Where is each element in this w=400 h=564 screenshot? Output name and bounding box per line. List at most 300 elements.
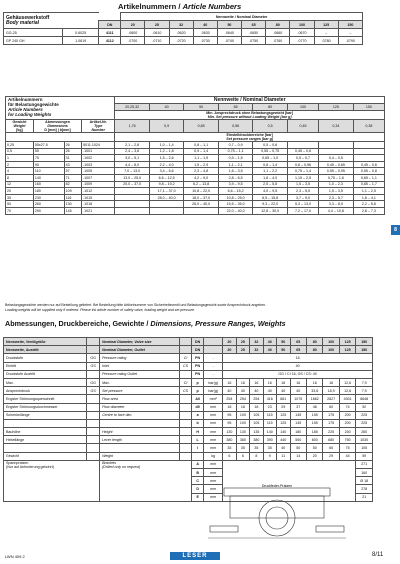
row-value: 44 — [339, 452, 355, 460]
loading-weights-table — [5, 96, 385, 215]
pressure-range: 0,5 – 0,6 — [253, 142, 288, 149]
row-value: 20 — [306, 452, 322, 460]
weight-spec: 43 — [64, 161, 82, 168]
table-row — [4, 436, 373, 444]
row-symbol: E — [192, 493, 204, 501]
weight-spec: 71 — [64, 174, 82, 181]
brackets-label-de: Spannpratzen (Nur auf Anforderung gebohrt) — [4, 460, 100, 501]
row-value: 8 — [250, 452, 263, 460]
weight-spec: 70 — [6, 207, 34, 214]
row-value: 50 — [290, 444, 306, 452]
weight-spec: .1015 — [82, 194, 115, 201]
weight-spec: 26 — [64, 148, 82, 155]
row-value: 550 — [290, 436, 306, 444]
pressure-range: 0,7 – 0,9 — [218, 142, 253, 149]
row-symbol: PN — [192, 370, 204, 378]
row-value: 155 — [306, 419, 322, 427]
dn-value: 20,25,32 — [115, 104, 150, 111]
row-value: 125 — [339, 346, 355, 354]
table-row — [4, 37, 363, 45]
table-row — [4, 370, 373, 378]
row-label-de: Nennweite, Austritt — [4, 346, 87, 354]
article-number: .0730 — [193, 37, 217, 45]
row-label-en-sub — [180, 419, 192, 427]
pressure-range: 1,0 – 2,3 — [319, 181, 354, 188]
row-label-de: Druckstufe — [4, 354, 87, 362]
table-row — [4, 419, 373, 427]
dn-value: 150 — [338, 21, 362, 29]
row-label-de: Bauhöhe — [4, 428, 87, 436]
pressure-range: 1,15 – 2,5 — [287, 174, 318, 181]
material-number: 0.6025 — [62, 29, 99, 37]
row-symbol: d0 — [192, 403, 204, 411]
row-label-de-sub: GS — [87, 362, 100, 370]
material-name: GG-25 — [4, 29, 63, 37]
row-symbol: L — [192, 436, 204, 444]
row-label-de-sub — [87, 452, 100, 460]
dn-value: 40 — [193, 21, 217, 29]
bracket-drawing-label: Druckfeder-Pratzen — [261, 484, 293, 488]
pressure-range: 4,2 – 9,0 — [184, 174, 219, 181]
pressure-range: 7,2 – 17,0 — [287, 207, 318, 214]
pressure-range — [149, 201, 184, 208]
row-value: 32 — [250, 338, 263, 346]
bracket-value: 160 — [356, 469, 373, 477]
dn-value: 20 — [121, 21, 145, 29]
page-number: 8/11 — [372, 552, 384, 558]
pressure-range — [319, 142, 354, 149]
row-value: 33,6 — [306, 387, 322, 395]
row-label-de-sub — [87, 338, 100, 346]
weight-spec: .1007 — [82, 174, 115, 181]
table-row — [4, 403, 373, 411]
row-label-en: Nominal Diameter, Valve size — [100, 338, 180, 346]
material-name: GP 240 GH — [4, 37, 63, 45]
row-label-en-sub: CI — [180, 378, 192, 386]
row-label-en — [100, 444, 180, 452]
pressure-range: 1,5 – 3,5 — [319, 188, 354, 195]
row-unit: - — [204, 370, 223, 378]
weight-spec: 5011.1024 — [82, 142, 115, 149]
row-value: 18 — [236, 403, 249, 411]
row-value: 254 — [223, 395, 236, 403]
weight-spec: 130 — [64, 201, 82, 208]
row-value: 6 — [236, 452, 249, 460]
row-symbol: b — [192, 419, 204, 427]
min-pressure-value: 0,9 — [149, 120, 184, 133]
brackets-label-en: Brackets (Drilled only on request) — [100, 460, 192, 501]
pressure-range: 18,0 – 37,0 — [184, 194, 219, 201]
row-value: 40 — [263, 338, 276, 346]
pressure-range — [115, 194, 150, 201]
row-value: 175 — [323, 411, 339, 419]
row-label-en-sub — [180, 346, 192, 354]
row-value: 140 — [263, 428, 276, 436]
dn-label: DN — [99, 21, 121, 29]
row-label-de-sub — [87, 428, 100, 436]
pressure-range: 4,0 – 9,5 — [253, 188, 288, 195]
row-value: 16 — [223, 378, 236, 386]
row-value: 16 — [290, 378, 306, 386]
article-numbers-table — [3, 12, 363, 45]
row-value: 20 — [223, 338, 236, 346]
row-value: 14 — [290, 452, 306, 460]
pressure-range: 4,4 – 10,8 — [319, 207, 354, 214]
row-label-en-sub — [180, 395, 192, 403]
pressure-range: 6,6 – 12,5 — [149, 174, 184, 181]
article-number: .0790 — [338, 37, 362, 45]
weight-spec: 35 — [6, 194, 34, 201]
row-value: 23 — [263, 403, 276, 411]
weight-spec: 110 — [33, 168, 64, 175]
bracket-drawing — [204, 484, 350, 542]
row-label-en-sub — [180, 428, 192, 436]
row-label-de-sub — [87, 395, 100, 403]
pressure-range: 0,8 – 1,4 — [253, 161, 288, 168]
dn-value: 40 — [149, 104, 184, 111]
pressure-range: 0,65 – 1,0 — [253, 155, 288, 162]
row-value: 105 — [250, 411, 263, 419]
row-value: 65 — [323, 444, 339, 452]
row-unit: mm — [204, 403, 223, 411]
row-value: 100 — [323, 346, 339, 354]
pressure-range: 1,8 – 4,0 — [253, 174, 288, 181]
row-unit — [204, 338, 223, 346]
row-value: 390 — [263, 436, 276, 444]
row-value: 25 — [236, 346, 249, 354]
table-row — [6, 168, 385, 175]
pressure-range: 0,6 – 0,96 — [287, 161, 318, 168]
row-label-en: Centre to face dim. — [100, 411, 180, 419]
pressure-range: 3,4 – 6,6 — [149, 168, 184, 175]
row-unit: kg — [204, 452, 223, 460]
row-value: 225 — [356, 419, 373, 427]
row-label-de — [4, 444, 87, 452]
weight-spec: 0,25 — [6, 142, 34, 149]
article-number: .0740 — [217, 37, 241, 45]
row-value: 2827 — [323, 395, 339, 403]
pressure-range: 10,8 – 22,0 — [184, 188, 219, 195]
row-value: 145 — [290, 411, 306, 419]
row-value: 150 — [356, 346, 373, 354]
row-value: 16 — [277, 378, 290, 386]
weight-spec: 1 — [6, 155, 34, 162]
row-value: 65 — [290, 346, 306, 354]
row-value: 1075 — [290, 395, 306, 403]
row-value: 225 — [323, 428, 339, 436]
row-value: 59 — [356, 452, 373, 460]
row-value: 80 — [306, 338, 322, 346]
weight-spec: .1012 — [82, 188, 115, 195]
row-value: 4301 — [339, 395, 355, 403]
dn-value: 25 — [145, 21, 169, 29]
row-value: 50 — [306, 444, 322, 452]
article-number: .0720 — [169, 37, 193, 45]
row-symbol: A — [192, 460, 204, 468]
row-unit: mm — [204, 469, 223, 477]
row-value: 40 — [223, 362, 373, 370]
row-value: 750 — [339, 436, 355, 444]
min-pressure-value: 0,65 — [184, 120, 219, 133]
row-value: 9 — [263, 452, 276, 460]
pressure-range: 1,5 – 2,6 — [149, 155, 184, 162]
pressure-range: 0,55 – 0,95 — [319, 168, 354, 175]
row-value: 40 — [290, 387, 306, 395]
pressure-range: 20,0 – 37,0 — [115, 181, 150, 188]
pressure-range — [115, 201, 150, 208]
weight-spec: 4 — [6, 168, 34, 175]
article-number: .0700 — [121, 37, 145, 45]
pressure-range — [319, 148, 354, 155]
weight-spec: 290 — [33, 207, 64, 214]
row-label-de-sub: GG — [87, 354, 100, 362]
weight-spec: 116 — [64, 194, 82, 201]
weight-spec: 2 — [6, 161, 34, 168]
table-row — [4, 452, 373, 460]
pressure-range: 2,8 – 6,5 — [218, 174, 253, 181]
table-row — [4, 411, 373, 419]
row-label-en: Pressure rating Outlet — [100, 370, 180, 378]
row-value: 200 — [339, 411, 355, 419]
table-row — [6, 174, 385, 181]
row-label-en-sub — [180, 444, 192, 452]
body-material-header: Gehäusewerkstoff Body material — [4, 13, 99, 29]
pressure-range: 1,2 – 1,8 — [149, 148, 184, 155]
row-value: 7,9 — [356, 387, 373, 395]
pressure-range: 7,0 – 13,0 — [115, 168, 150, 175]
row-value: 50 — [277, 346, 290, 354]
row-label-en-sub: CI — [180, 354, 192, 362]
weight-spec: .1002 — [82, 155, 115, 162]
row-value: 6648 — [356, 395, 373, 403]
document-code: LWN 409.2 — [5, 554, 25, 559]
row-value: 65 — [290, 338, 306, 346]
pressure-range: 0,4 – 0,5 — [319, 155, 354, 162]
row-value: 115 — [263, 419, 276, 427]
weight-spec: .1005 — [82, 168, 115, 175]
table-row — [6, 181, 385, 188]
pressure-range — [287, 142, 318, 149]
row-label-de: Hebellänge — [4, 436, 87, 444]
pressure-range: 6,6 – 15,2 — [218, 188, 253, 195]
weight-spec: .1009 — [82, 181, 115, 188]
row-symbol: a — [192, 411, 204, 419]
row-label-en-sub: CS — [180, 387, 192, 395]
table-row — [4, 428, 373, 436]
row-value: 40 — [263, 346, 276, 354]
row-value: 254 — [236, 395, 249, 403]
pressure-range: 0,55 – 0,8 — [353, 168, 384, 175]
pressure-range: 2,2 – 4,0 — [149, 161, 184, 168]
row-value: 50 — [277, 338, 290, 346]
page-title: Artikelnummern / Article Numbers — [118, 2, 242, 11]
row-label-en-sub — [180, 370, 192, 378]
row-symbol: l — [192, 444, 204, 452]
article-number: .0600 — [121, 29, 145, 37]
ordering-note: Belastungsgewichte werden nur auf Bestellung geliefert. Bei Bestellung bitte Artikelnummer von Sicherheitsventil und Belastungsgewicht sowie Ansprechdruck angeben. Loading weights will be supplied only if ordered. Please list article number of safety valve, loading weight and set pressure. — [5, 303, 267, 312]
row-unit: mm — [204, 419, 223, 427]
pressure-range: 0,85 – 1,7 — [353, 181, 384, 188]
table-row — [6, 201, 385, 208]
row-value: 37 — [290, 403, 306, 411]
row-value: 380 — [223, 436, 236, 444]
row-value: 240 — [339, 428, 355, 436]
weight-spec: 140 — [33, 174, 64, 181]
pressure-range: 1,5 – 2,9 — [184, 161, 219, 168]
weight-spec: 260 — [33, 201, 64, 208]
row-value: 254 — [250, 395, 263, 403]
row-unit: mm — [204, 493, 223, 501]
row-value: 130 — [223, 428, 236, 436]
article-number: .0630 — [193, 29, 217, 37]
table-row — [4, 395, 373, 403]
dn-value: 65 — [218, 104, 253, 111]
row-label-de-sub — [87, 419, 100, 427]
table-row — [4, 338, 373, 346]
row-unit: bar(g) — [204, 378, 223, 386]
row-value: 105 — [250, 419, 263, 427]
row-symbol: PN — [192, 354, 204, 362]
pressure-range — [115, 188, 150, 195]
row-value: 29 — [277, 403, 290, 411]
loading-weights-header: Artikelnummern für Belastungsgewichte Article Numbers for Loading Weights — [6, 97, 115, 120]
row-label-en: Height — [100, 428, 180, 436]
row-label-en-sub — [180, 338, 192, 346]
row-value: 380 — [250, 436, 263, 444]
table-row — [4, 378, 373, 386]
weight-spec: .1018 — [82, 201, 115, 208]
pressure-range: 26,0 – 40,0 — [184, 201, 219, 208]
row-unit: mm — [204, 428, 223, 436]
dn-value: 32 — [169, 21, 193, 29]
nominal-diameter-header: Nennweite / Nominal Diameter — [121, 13, 363, 21]
pressure-range — [149, 207, 184, 214]
weight-spec: .1003 — [82, 161, 115, 168]
pressure-range: 2,5 – 5,8 — [253, 181, 288, 188]
pressure-range — [353, 155, 384, 162]
row-label-de: Eintritt — [4, 362, 87, 370]
table-row — [4, 346, 373, 354]
row-symbol: DN — [192, 338, 204, 346]
pressure-range: 0,75 – 1,1 — [218, 148, 253, 155]
type-number: 4111 — [99, 29, 121, 37]
min-pressure-value: 0,45 — [287, 120, 318, 133]
row-value: 20 — [223, 346, 236, 354]
row-value: 35 — [250, 444, 263, 452]
row-unit: bar(g) — [204, 387, 223, 395]
pressure-range: 2,3 – 4,8 — [184, 168, 219, 175]
row-value: 1662 — [306, 395, 322, 403]
pressure-range: 0,65 – 1,1 — [353, 174, 384, 181]
table-row — [6, 148, 385, 155]
nominal-diameter-header: Nennweite / Nominal Diameter — [115, 97, 385, 104]
pressure-range: 1,6 – 3,5 — [218, 168, 253, 175]
row-value: 40 — [263, 387, 276, 395]
row-value: 12,6 — [339, 378, 355, 386]
row-value: 680 — [323, 436, 339, 444]
bracket-value: 271 — [356, 460, 373, 468]
pressure-range: 0,45 – 0,6 — [287, 148, 318, 155]
row-label-de-sub — [87, 436, 100, 444]
row-label-de — [4, 419, 87, 427]
weight-spec: 50 — [6, 201, 34, 208]
row-unit: mm² — [204, 395, 223, 403]
row-value: 380 — [236, 436, 249, 444]
pressure-range — [353, 148, 384, 155]
type-number: 4112 — [99, 37, 121, 45]
row-label-de: Gewicht — [4, 452, 87, 460]
table-row — [6, 161, 385, 168]
article-number: .0780 — [314, 37, 338, 45]
row-value: 150 — [356, 338, 373, 346]
min-pressure-value: 0,56 — [218, 120, 253, 133]
weight-spec: 230 — [33, 194, 64, 201]
table-row — [6, 142, 385, 149]
bracket-value: 21 — [356, 493, 373, 501]
dn-value: 125 — [314, 21, 338, 29]
row-label-en-sub — [180, 411, 192, 419]
row-value: 35 — [223, 444, 236, 452]
row-label-en: Weight — [100, 452, 180, 460]
row-label-en: Pressure rating — [100, 354, 180, 362]
row-label-en: Flow area — [100, 395, 180, 403]
min-pressure-value: 0,34 — [319, 120, 354, 133]
row-value: 125 — [339, 338, 355, 346]
row-value: 7,9 — [356, 378, 373, 386]
article-number: – — [314, 29, 338, 37]
weight-spec: 55 — [33, 148, 64, 155]
row-label-de-sub — [87, 370, 100, 378]
pressure-range: 13,0 – 25,0 — [115, 174, 150, 181]
min-pressure-value: 1,76 — [115, 120, 150, 133]
row-value: 115 — [263, 411, 276, 419]
pressure-range — [184, 207, 219, 214]
article-col-header: Artikel-Nr. Type Number — [82, 120, 115, 133]
weight-spec: 57 — [64, 168, 82, 175]
pressure-range: 1,6 – 4,1 — [353, 194, 384, 201]
pressure-range: 2,8 – 7,3 — [353, 207, 384, 214]
article-number: .0670 — [290, 29, 314, 37]
material-number: 1.0619 — [62, 37, 99, 45]
set-range-header: Einstelldruckbereiche [bar] Set pressure ranges [bar g] — [115, 133, 385, 142]
row-label-de-sub — [87, 403, 100, 411]
row-symbol: PN — [192, 362, 204, 370]
article-number: .0620 — [169, 29, 193, 37]
row-label-en: Inlet — [100, 362, 180, 370]
row-value: 46 — [306, 403, 322, 411]
article-number: .0660 — [266, 29, 290, 37]
row-value: 6 — [223, 452, 236, 460]
row-value: 95 — [223, 411, 236, 419]
pressure-range: 17,1 – 37,0 — [149, 188, 184, 195]
pressure-range: 3,0 – 5,1 — [115, 155, 150, 162]
table-row — [4, 444, 373, 452]
row-label-de: Druckstufe Austritt — [4, 370, 87, 378]
pressure-range: 1,5 – 3,5 — [287, 181, 318, 188]
row-unit: mm — [204, 477, 223, 485]
table-row — [4, 29, 363, 37]
row-label-en: Nominal Diameter, Outlet — [100, 346, 180, 354]
row-value: 185 — [306, 428, 322, 436]
dn-value: 80 — [266, 21, 290, 29]
row-value: 100 — [236, 411, 249, 419]
row-label-de: Nennweite, Ventilgröße — [4, 338, 87, 346]
pressure-range: 1,1 – 2,1 — [218, 161, 253, 168]
row-value: 125 — [277, 411, 290, 419]
row-symbol: p — [192, 387, 204, 395]
pressure-range: 1,1 – 2,5 — [353, 188, 384, 195]
row-value: 175 — [323, 419, 339, 427]
